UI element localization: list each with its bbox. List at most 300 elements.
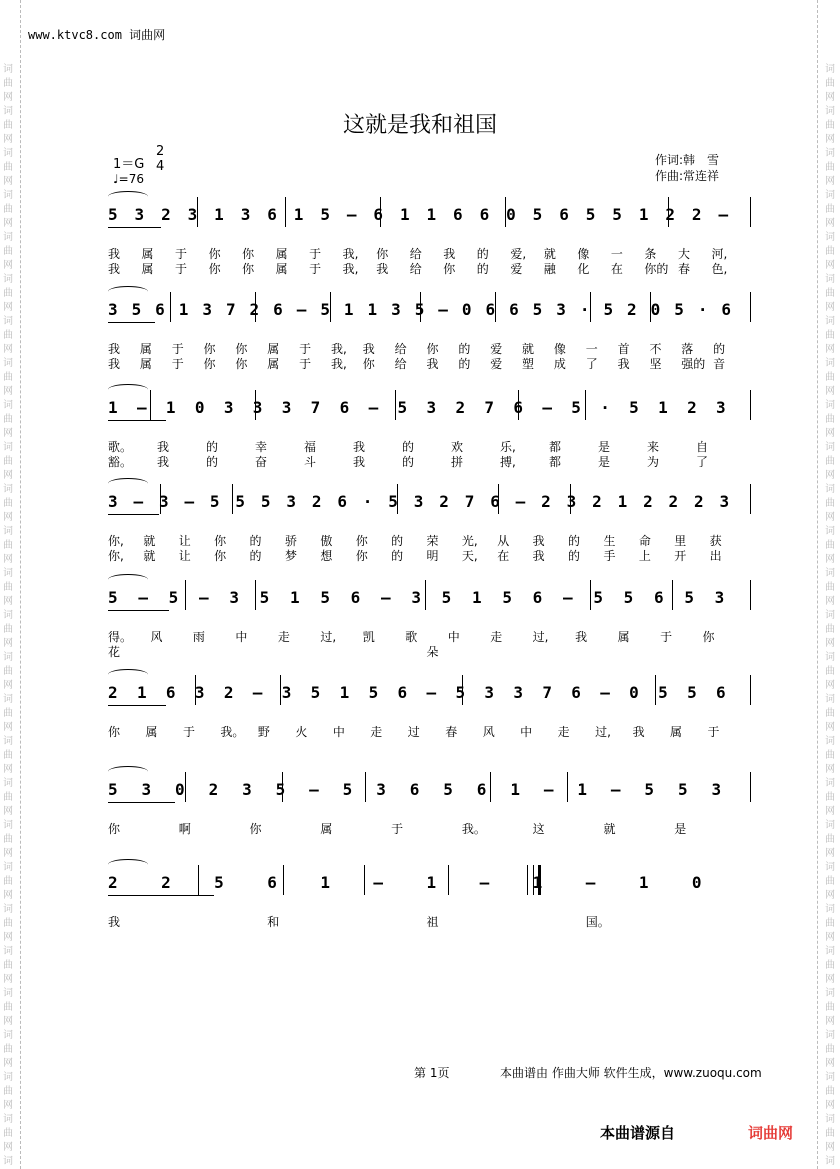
note: 6 xyxy=(654,588,664,607)
time-signature xyxy=(156,144,164,174)
bar-line xyxy=(750,675,751,705)
lyric: 于 xyxy=(171,357,184,371)
note: 3 xyxy=(240,205,251,224)
credits xyxy=(655,152,719,184)
bar-line xyxy=(750,292,751,322)
lyric: 音 xyxy=(713,357,726,371)
bar-line xyxy=(448,865,449,895)
lyric: 了 xyxy=(585,357,598,371)
note: 1 xyxy=(532,873,543,892)
lyric: 一 xyxy=(585,342,598,356)
slur xyxy=(108,669,148,680)
note: 3 xyxy=(141,780,152,799)
lyric: 属 xyxy=(145,725,158,739)
lyric: 的 xyxy=(476,262,489,276)
watermark-char: 网 xyxy=(3,1058,13,1069)
note: 2 xyxy=(439,492,449,511)
watermark-char: 词 xyxy=(825,694,835,705)
note: 3 xyxy=(426,398,437,417)
lyric: 我 xyxy=(532,549,545,563)
lyric: 你, xyxy=(108,534,124,548)
lyric: 你 xyxy=(214,534,227,548)
lyric: 的 xyxy=(402,440,415,454)
watermark-char: 词 xyxy=(3,1156,13,1167)
lyric: 你 xyxy=(108,725,121,739)
watermark-char: 网 xyxy=(825,680,835,691)
bar-line xyxy=(495,292,496,322)
note: 2 xyxy=(161,205,171,224)
lyric: 国。 xyxy=(585,915,610,929)
lyric: 中 xyxy=(235,630,248,644)
note: 1 xyxy=(290,588,300,607)
lyric: 于 xyxy=(175,262,188,276)
note: 5 xyxy=(168,588,179,607)
note: 6 xyxy=(155,300,165,319)
lyric: 中 xyxy=(447,630,460,644)
note: 6 xyxy=(485,300,496,319)
note: 1 xyxy=(339,683,350,702)
lyric: 你 xyxy=(214,549,227,563)
watermark-char: 网 xyxy=(825,92,835,103)
lyric: 像 xyxy=(577,247,590,261)
bar-line xyxy=(255,390,256,420)
bar-line xyxy=(280,675,281,705)
note: – xyxy=(542,398,552,417)
lyric: 得。 xyxy=(108,630,133,644)
note: 2 xyxy=(541,492,551,511)
source-brand-logo[interactable]: 词曲网 xyxy=(748,1124,794,1142)
note: 3 xyxy=(711,780,722,799)
lyric: 花 xyxy=(108,645,121,659)
lyric: 都 xyxy=(549,440,562,454)
note: 3 xyxy=(202,300,212,319)
lyric: 春 xyxy=(677,262,690,276)
time-signature-bottom: 4 xyxy=(156,159,165,174)
watermark-char: 曲 xyxy=(825,1086,835,1097)
bar-line xyxy=(364,865,365,895)
watermark-char: 词 xyxy=(3,652,13,663)
note: 1 xyxy=(577,780,587,799)
watermark-char: 词 xyxy=(825,736,835,747)
note: 5 xyxy=(214,873,224,892)
bar-line xyxy=(420,292,421,322)
lyric: 歌。 xyxy=(108,440,133,454)
watermark-char: 词 xyxy=(825,862,835,873)
lyric: 我 xyxy=(108,342,121,356)
watermark-char: 网 xyxy=(3,596,13,607)
lyric: 你 xyxy=(702,630,715,644)
watermark-char: 曲 xyxy=(3,204,13,215)
note: 5 xyxy=(260,492,271,511)
watermark-char: 网 xyxy=(825,974,835,985)
lyric: 野 xyxy=(257,725,270,739)
watermark-char: 曲 xyxy=(3,1086,13,1097)
note: 0 xyxy=(175,780,185,799)
lyric: 你 xyxy=(249,822,262,836)
watermark-char: 网 xyxy=(825,1016,835,1027)
note: 2 xyxy=(208,780,219,799)
tempo-value: =76 xyxy=(118,172,144,186)
lyric: 你 xyxy=(203,342,216,356)
note: 3 xyxy=(411,588,421,607)
watermark-char: 网 xyxy=(3,890,13,901)
note: 5 xyxy=(658,683,668,702)
slur xyxy=(108,859,148,870)
note: 3 xyxy=(134,205,145,224)
watermark-char: 曲 xyxy=(3,456,13,467)
note: – xyxy=(184,492,195,511)
lyric: 于 xyxy=(707,725,720,739)
lyric: 我 xyxy=(157,455,170,469)
watermark-char: 网 xyxy=(3,1100,13,1111)
lyric: 坚 xyxy=(649,357,662,371)
watermark-char: 网 xyxy=(825,512,835,523)
lyric: 我 xyxy=(362,342,375,356)
watermark-char: 词 xyxy=(3,736,13,747)
watermark-char: 曲 xyxy=(825,78,835,89)
note: 5 xyxy=(320,300,330,319)
lyric: 属 xyxy=(139,342,152,356)
watermark-char: 词 xyxy=(825,190,835,201)
watermark-char: 曲 xyxy=(825,330,835,341)
note: 3 xyxy=(566,492,577,511)
note: 1 xyxy=(658,398,668,417)
watermark-char: 词 xyxy=(3,526,13,537)
watermark-char: 曲 xyxy=(3,960,13,971)
watermark-char: 曲 xyxy=(825,498,835,509)
bar-line xyxy=(650,292,651,322)
note: 5 xyxy=(443,780,453,799)
beam-underline xyxy=(108,227,161,228)
lyric: 的 xyxy=(568,549,581,563)
watermark-char: 网 xyxy=(825,302,835,313)
watermark-char: 词 xyxy=(3,148,13,159)
lyric: 落 xyxy=(681,342,694,356)
watermark-char: 网 xyxy=(3,218,13,229)
lyric: 我 xyxy=(617,357,630,371)
note: 1 xyxy=(426,205,437,224)
slur xyxy=(108,384,148,395)
beam-underline xyxy=(108,895,214,896)
lyric: 我 xyxy=(108,357,121,371)
note: 5 xyxy=(320,205,330,224)
lyric: 我 xyxy=(353,455,366,469)
note: · xyxy=(697,300,708,319)
note: 6 xyxy=(490,492,500,511)
bar-line xyxy=(672,580,673,610)
note: · xyxy=(579,300,590,319)
lyric: 你 xyxy=(235,342,248,356)
lyric: 我, xyxy=(342,262,359,276)
note: – xyxy=(718,205,729,224)
bar-line xyxy=(750,197,751,227)
note: 7 xyxy=(542,683,552,702)
note: 2 xyxy=(108,873,118,892)
watermark-char: 曲 xyxy=(825,918,835,929)
lyric: 荣 xyxy=(426,534,439,548)
lyric: 获 xyxy=(709,534,722,548)
watermark-char: 曲 xyxy=(825,792,835,803)
lyric: 光, xyxy=(461,534,478,548)
lyric: 融 xyxy=(543,262,556,276)
lyric: 色, xyxy=(711,262,728,276)
watermark-char: 曲 xyxy=(3,288,13,299)
note: 1 xyxy=(108,398,118,417)
watermark-char: 词 xyxy=(3,232,13,243)
lyric: 我, xyxy=(342,247,359,261)
watermark-char: 网 xyxy=(825,344,835,355)
score-line xyxy=(0,300,840,380)
bar-line xyxy=(198,865,199,895)
lyric: 这 xyxy=(532,822,545,836)
note: 2 xyxy=(694,492,704,511)
lyric: 过, xyxy=(320,630,337,644)
watermark-char: 词 xyxy=(3,820,13,831)
watermark-char: 网 xyxy=(3,764,13,775)
watermark-char: 曲 xyxy=(3,876,13,887)
note: 5 xyxy=(455,683,466,702)
lyric: 都 xyxy=(549,455,562,469)
lyric: 梦 xyxy=(284,549,297,563)
lyric: 属 xyxy=(275,247,288,261)
watermark-char: 词 xyxy=(825,610,835,621)
watermark-char: 词 xyxy=(825,316,835,327)
bar-line xyxy=(590,292,591,322)
bar-line xyxy=(197,197,198,227)
watermark-char: 词 xyxy=(3,610,13,621)
note: 6 xyxy=(273,300,283,319)
note: – xyxy=(252,683,263,702)
watermark-char: 曲 xyxy=(3,246,13,257)
watermark-char: 网 xyxy=(825,596,835,607)
lyric: 乐, xyxy=(500,440,516,454)
note: 0 xyxy=(691,873,702,892)
lyric: 的 xyxy=(391,549,404,563)
note: 3 xyxy=(187,205,198,224)
lyric: 中 xyxy=(332,725,345,739)
lyric: 于 xyxy=(299,357,312,371)
watermark-char: 词 xyxy=(3,64,13,75)
lyric: 我 xyxy=(376,262,389,276)
watermark-char: 网 xyxy=(825,764,835,775)
watermark-char: 曲 xyxy=(825,876,835,887)
bar-line xyxy=(283,865,284,895)
note: 1 xyxy=(638,873,649,892)
watermark-char: 曲 xyxy=(3,708,13,719)
lyric: 我, xyxy=(330,357,347,371)
watermark-char: 曲 xyxy=(3,1044,13,1055)
lyricist: 作词:韩 雪 xyxy=(655,153,720,167)
watermark-char: 词 xyxy=(825,820,835,831)
lyric: 走 xyxy=(557,725,570,739)
watermark-char: 词 xyxy=(3,1114,13,1125)
watermark-char: 网 xyxy=(3,1142,13,1153)
note: 1 xyxy=(293,205,304,224)
note: 0 xyxy=(194,398,205,417)
bar-line xyxy=(232,484,233,514)
lyric: 我 xyxy=(108,262,121,276)
lyric: 于 xyxy=(309,262,322,276)
watermark-char: 网 xyxy=(3,974,13,985)
note: 6 xyxy=(339,398,350,417)
bar-line xyxy=(195,675,196,705)
lyric: 你 xyxy=(376,247,389,261)
note: 5 xyxy=(593,588,603,607)
note: – xyxy=(368,398,379,417)
note: 3 xyxy=(716,398,726,417)
lyric: 属 xyxy=(267,342,280,356)
lyric: 歌 xyxy=(405,630,418,644)
slur xyxy=(108,574,148,585)
watermark-char: 曲 xyxy=(3,372,13,383)
note: 1 xyxy=(367,300,378,319)
lyric: 于 xyxy=(171,342,184,356)
tempo-marking xyxy=(113,172,144,186)
note: 2 xyxy=(455,398,466,417)
lyric: 火 xyxy=(295,725,308,739)
lyric: 过, xyxy=(595,725,611,739)
watermark-char: 网 xyxy=(3,344,13,355)
watermark-char: 词 xyxy=(3,988,13,999)
site-url[interactable]: www.ktvc8.com 词曲网 xyxy=(28,28,166,42)
bar-line xyxy=(750,484,751,514)
slur xyxy=(108,191,148,202)
bar-line xyxy=(750,772,751,802)
lyric: 我。 xyxy=(220,725,245,739)
lyric: 过, xyxy=(532,630,549,644)
watermark-char: 曲 xyxy=(825,1044,835,1055)
note: 2 xyxy=(249,300,260,319)
bar-line xyxy=(750,390,751,420)
note: 5 xyxy=(603,300,614,319)
lyric: 祖 xyxy=(426,915,439,929)
beam-underline xyxy=(108,802,175,803)
bar-line xyxy=(380,197,381,227)
lyric: 搏, xyxy=(500,455,516,469)
lyric: 欢 xyxy=(451,440,464,454)
watermark-char: 网 xyxy=(825,218,835,229)
note: 5 xyxy=(310,683,321,702)
note: 1 xyxy=(165,398,176,417)
lyric: 拼 xyxy=(451,455,464,469)
note: 3 xyxy=(413,492,424,511)
lyric: 我 xyxy=(353,440,366,454)
note: 1 xyxy=(617,492,628,511)
note: – xyxy=(515,492,526,511)
note: 2 xyxy=(223,683,234,702)
lyric: 的 xyxy=(476,247,489,261)
watermark-char: 曲 xyxy=(3,330,13,341)
bar-line xyxy=(185,580,186,610)
watermark-char: 词 xyxy=(825,400,835,411)
note: 3 xyxy=(223,398,234,417)
bar-line xyxy=(570,484,571,514)
lyric: 和 xyxy=(267,915,280,929)
lyric: 的 xyxy=(458,342,471,356)
note: 5 xyxy=(108,780,118,799)
note: – xyxy=(346,205,357,224)
watermark-char: 词 xyxy=(825,1114,835,1125)
bar-line xyxy=(255,580,256,610)
lyric: 爱 xyxy=(510,262,523,276)
lyric: 你的 xyxy=(644,262,669,276)
lyric: 的 xyxy=(568,534,581,548)
song-title: 这就是我和祖国 xyxy=(342,113,497,138)
watermark-char: 曲 xyxy=(825,624,835,635)
note: 6 xyxy=(337,492,347,511)
time-signature-top: 2 xyxy=(156,144,165,159)
watermark-char: 曲 xyxy=(825,582,835,593)
lyric: 化 xyxy=(577,262,590,276)
score-line xyxy=(0,683,840,763)
note: 1 xyxy=(178,300,189,319)
watermark-char: 词 xyxy=(825,106,835,117)
note: 1 xyxy=(472,588,482,607)
score-line xyxy=(0,205,840,285)
watermark-char: 词 xyxy=(825,358,835,369)
watermark-char: 曲 xyxy=(3,498,13,509)
note: 6 xyxy=(350,588,361,607)
watermark-char: 网 xyxy=(825,470,835,481)
watermark-char: 网 xyxy=(825,890,835,901)
note: – xyxy=(426,683,437,702)
lyric: 的 xyxy=(249,549,262,563)
watermark-char: 曲 xyxy=(825,1002,835,1013)
lyric: 于 xyxy=(309,247,322,261)
lyric: 属 xyxy=(275,262,288,276)
lyric: 你 xyxy=(208,247,221,261)
note: 3 xyxy=(281,683,292,702)
watermark-char: 曲 xyxy=(3,162,13,173)
note: 5 xyxy=(414,300,425,319)
lyric: 自 xyxy=(696,440,709,454)
lyric: 于 xyxy=(299,342,312,356)
lyric: 走 xyxy=(277,630,290,644)
note: 5 xyxy=(275,780,286,799)
note: 0 xyxy=(461,300,472,319)
composer: 作曲:常连祥 xyxy=(655,169,720,183)
lyric: 上 xyxy=(638,549,651,563)
note: 2 xyxy=(668,492,679,511)
note: – xyxy=(381,588,391,607)
lyric: 走 xyxy=(490,630,503,644)
lyric: 的 xyxy=(206,455,219,469)
watermark-char: 曲 xyxy=(825,372,835,383)
bar-line xyxy=(462,675,463,705)
watermark-char: 网 xyxy=(3,806,13,817)
lyric: 给 xyxy=(394,357,407,371)
lyric: 在 xyxy=(610,262,623,276)
watermark-char: 词 xyxy=(3,484,13,495)
watermark-char: 词 xyxy=(825,484,835,495)
note: – xyxy=(600,683,610,702)
note: 1 xyxy=(510,780,520,799)
note: 0 xyxy=(506,205,516,224)
watermark-char: 曲 xyxy=(3,624,13,635)
note: 3 xyxy=(108,492,118,511)
note: 3 xyxy=(242,780,252,799)
lyric: 是 xyxy=(598,455,611,469)
note: 5 xyxy=(441,588,452,607)
watermark-char: 网 xyxy=(3,470,13,481)
bar-line xyxy=(750,580,751,610)
watermark-char: 曲 xyxy=(825,414,835,425)
bar-line xyxy=(395,390,396,420)
note: · xyxy=(600,398,610,417)
bar-line xyxy=(518,390,519,420)
beam-underline xyxy=(108,420,166,421)
note: 5 xyxy=(342,780,353,799)
